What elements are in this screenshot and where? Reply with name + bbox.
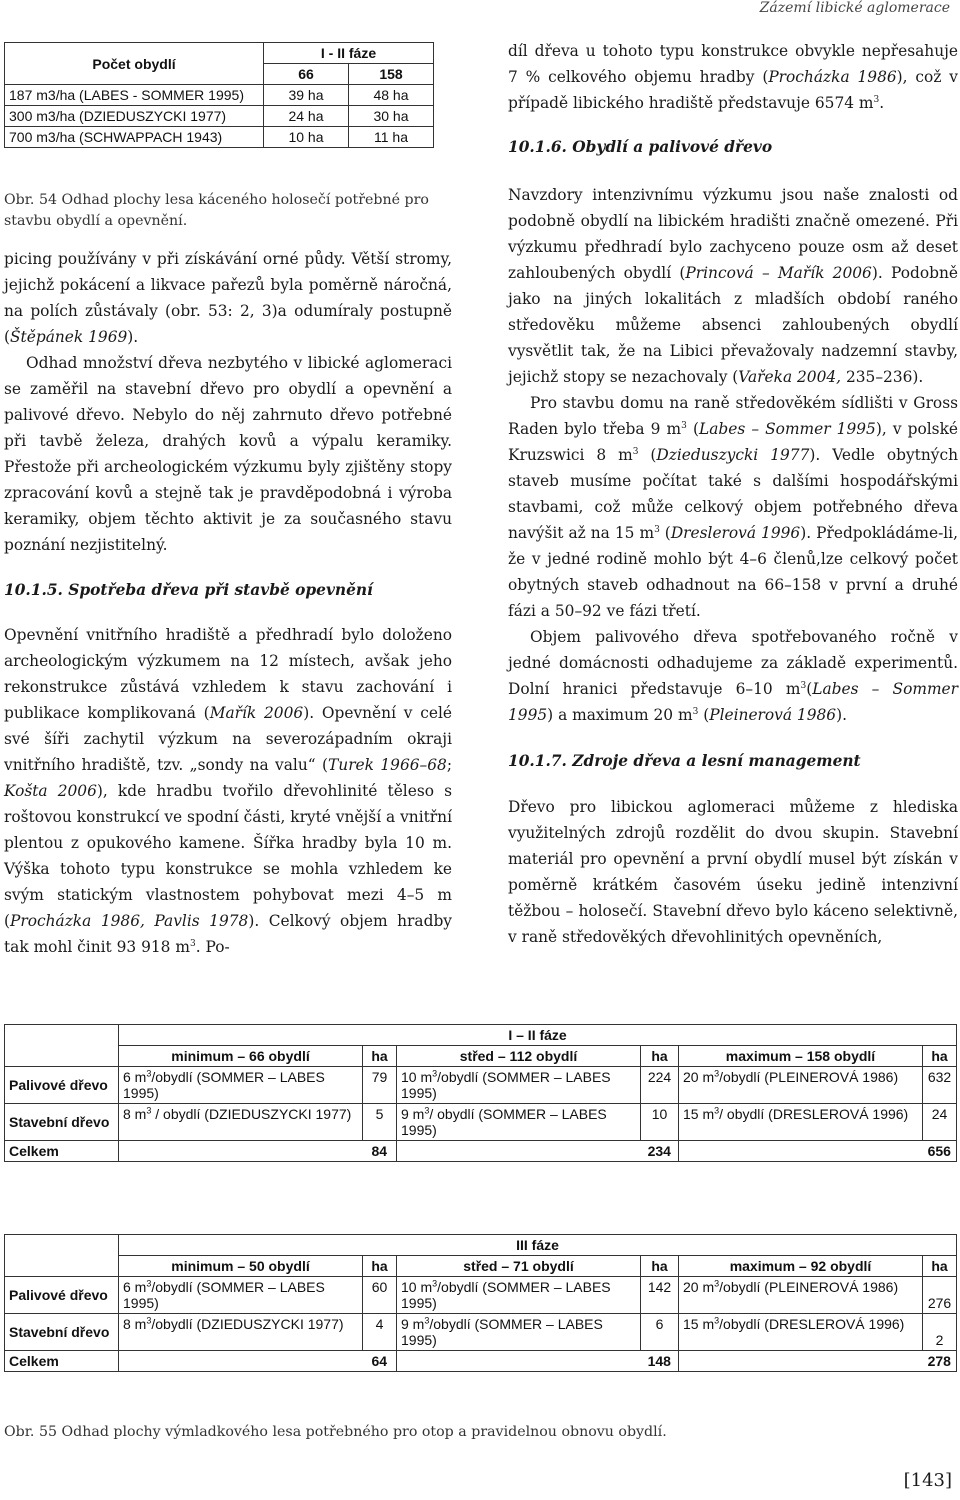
col-header-mid: střed – 112 obydlí [397, 1046, 641, 1067]
table-row-total [5, 1141, 957, 1162]
paragraph: Pro stavbu domu na raně středověkém sídlišti v Gross Raden bylo třeba 9 $m^3$ (Labes – Sommer 1995), v polské Kruzswici 8 $m^3$ (Dzieduszycki 1977). Vedle obytných staveb musíme počítat také s dalšími hospodářskými stavbami, což může celkový objem potřebného dřeva navýšit až na 15 $m^3$ (Dreslerová 1996). Předpokládáme-li, že v jedné rodině mohlo být 4–6 členů,lze celkový počet obytných staveb odhadnout na 66–158 v první a druhé fázi a 50–92 ve fázi třetí. [508, 394, 959, 620]
table-cell: 9 $m^3/$ obydlí (SOMMER – LABES 1995) [397, 1104, 641, 1141]
table-row [5, 85, 434, 106]
table-cell: 6 $m^3$/obydlí (SOMMER – LABES 1995) [119, 1277, 363, 1314]
table-row [5, 1314, 957, 1351]
row-label: Palivové dřevo [5, 1067, 119, 1104]
table-cell: 9 $m^3$/obydlí (SOMMER – LABES 1995) [397, 1314, 641, 1351]
col-header-max: maximum – 158 obydlí [679, 1046, 923, 1067]
paragraph: Opevnění vnitřního hradiště a předhradí bylo doloženo archeologickým výzkumem na 12 místech, avšak jeho rekonstrukce zůstává vzhledem k stavu zachování i publikace komplikovaná (Mařík 2006). Opevnění v celé své šíři zachytil výzkum na severozápadním okraji vnitřního hradiště, tzv. „sondy na valu“ (Turek 1966–68; Košta 2006), kde hradbu tvořilo dřevohlinité těleso s roštovou konstrukcí ve spodní části, kryté vnější a vnitřní plentou z opukového kamene. Šířka hradby byla 10 m. Výška tohoto typu konstrukce se mohla vzhledem ke svým statickým vlastnostem pohybovat mezi 4–5 m (Procházka 1986, Pavlis 1978). Celkový objem hradby tak mohl činit 93 918 $m^3$. Po- [4, 626, 453, 956]
table-cell: 79 [363, 1067, 397, 1104]
col-header-mid: střed – 71 obydlí [397, 1256, 641, 1277]
col-header-ha: ha [923, 1256, 957, 1277]
table-phase-1-2 [4, 1024, 957, 1162]
table-cell: 278 [923, 1351, 957, 1372]
table-cell: 5 [363, 1104, 397, 1141]
table-phase-label: I – II fáze [119, 1025, 957, 1046]
table-cell: 142 [641, 1277, 679, 1314]
table-header-count: Počet obydlí [5, 43, 264, 85]
table-cell: 15 $m^3$/obydlí (DRESLEROVÁ 1996) [679, 1314, 923, 1351]
page-number: [143] [903, 1470, 952, 1491]
table-cell: 300 m3/ha (DZIEDUSZYCKI 1977) [5, 106, 264, 127]
table-cell: 10 [641, 1104, 679, 1141]
col-header-ha: ha [363, 1046, 397, 1067]
col-header-min: minimum – 50 obydlí [119, 1256, 363, 1277]
table-cell: 8 $m^3$/obydlí (DZIEDUSZYCKI 1977) [119, 1314, 363, 1351]
table-cell: 4 [363, 1314, 397, 1351]
table-cell: 15 $m^3/$ obydlí (DRESLEROVÁ 1996) [679, 1104, 923, 1141]
row-label: Celkem [5, 1351, 119, 1372]
col-header-max: maximum – 92 obydlí [679, 1256, 923, 1277]
section-heading-10-1-6: 10.1.6. Obydlí a palivové dřevo [508, 138, 773, 156]
col-header-ha: ha [641, 1046, 679, 1067]
table-cell: 11 ha [349, 127, 434, 148]
paragraph: picing používány v při získávání orné půdy. Větší stromy, jejichž pokácení a likvace pařezů byla poměrně náročná, na polích zůstávaly (obr. 53: 2, 3)a odumíraly postupně (Štěpánek 1969). [4, 250, 452, 346]
table-cell: 8 $m^3$ / obydlí (DZIEDUSZYCKI 1977) [119, 1104, 363, 1141]
table-cell: 10 ha [264, 127, 349, 148]
table-cell: 48 ha [349, 85, 434, 106]
section-heading-10-1-5: 10.1.5. Spotřeba dřeva při stavbě opevnění [4, 581, 373, 599]
paragraph: díl dřeva u tohoto typu konstrukce obvykle nepřesahuje 7 % celkového objemu hradby (Procházka 1986), což v případě libického hradiště představuje 6574 $m^3$. [508, 42, 958, 112]
table-cell: 24 ha [264, 106, 349, 127]
table-cell: 700 m3/ha (SCHWAPPACH 1943) [5, 127, 264, 148]
table-row [5, 106, 434, 127]
table-cell: 20 $m^3$/obydlí (PLEINEROVÁ 1986) [679, 1067, 923, 1104]
table-phase-label: III fáze [119, 1235, 957, 1256]
table-cell: 234 [641, 1141, 679, 1162]
paragraph: Navzdory intenzivnímu výzkumu jsou naše znalosti od podobně obydlí na libickém hradišti značně omezené. Při výzkumu předhradí bylo zachyceno pouze osm až deset zahloubených obydlí (Princová – Mařík 2006). Podobně jako na jiných lokalitách z mladších období raného středověku můžeme absenci zahloubených obydlí vysvětlit tak, že na Libici převažovaly nadzemní stavby, jejichž stopy se nezachovaly (Vařeka 2004, 235–236). [508, 186, 958, 386]
row-label: Palivové dřevo [5, 1277, 119, 1314]
right-column [508, 38, 958, 950]
left-column [4, 246, 452, 960]
col-header-ha: ha [641, 1256, 679, 1277]
section-heading-10-1-7: 10.1.7. Zdroje dřeva a lesní management [508, 752, 861, 770]
table-header-158: 158 [349, 64, 434, 85]
table-cell: 24 [923, 1104, 957, 1141]
table-cell: 2 [923, 1314, 957, 1351]
table-row [5, 127, 434, 148]
table-row [5, 1277, 957, 1314]
table-row [5, 1104, 957, 1141]
paragraph: Objem palivového dřeva spotřebovaného ročně v jedné domácnosti odhadujeme za základě experimentů. Dolní hranici představuje 6–10 $m^3(Labes$ – Sommer 1995) a maximum 20 $m^3$ (Pleinerová 1986). [508, 628, 958, 724]
col-header-min: minimum – 66 obydlí [119, 1046, 363, 1067]
table-cell: 84 [363, 1141, 397, 1162]
table-cell: 60 [363, 1277, 397, 1314]
table-cell: 276 [923, 1277, 957, 1314]
table-cell: 632 [923, 1067, 957, 1104]
table-cell: 187 m3/ha (LABES - SOMMER 1995) [5, 85, 264, 106]
table-cell: 20 $m^3$/obydlí (PLEINEROVÁ 1986) [679, 1277, 923, 1314]
figure-caption-54: Obr. 54 Odhad plochy lesa káceného holosečí potřebné pro stavbu obydlí a opevnění. [4, 192, 429, 229]
col-header-ha: ha [923, 1046, 957, 1067]
table-cell: 656 [923, 1141, 957, 1162]
table-cell: 6 $m^3$/obydlí (SOMMER – LABES 1995) [119, 1067, 363, 1104]
table-row [5, 1067, 957, 1104]
table-phase-3 [4, 1234, 957, 1372]
table-cell: 148 [641, 1351, 679, 1372]
table-cell: 39 ha [264, 85, 349, 106]
table-header-66: 66 [264, 64, 349, 85]
row-label: Celkem [5, 1141, 119, 1162]
figure-caption-55: Obr. 55 Odhad plochy výmladkového lesa potřebného pro otop a pravidelnou obnovu obydlí. [4, 1424, 667, 1440]
table-cell: 224 [641, 1067, 679, 1104]
row-label: Stavební dřevo [5, 1314, 119, 1351]
table-row-total [5, 1351, 957, 1372]
paragraph: Dřevo pro libickou aglomeraci můžeme z hlediska využitelných zdrojů rozdělit do dvou skupin. Stavební materiál pro opevnění a první obydlí musel být získán v poměrně krátkém časovém úseku jedině intenzivní těžbou – holosečí. Stavební dřevo bylo káceno selektivně, v raně středověkých dřevohlinitých opevněních, [508, 798, 958, 946]
table-cell: 64 [363, 1351, 397, 1372]
table-cell: 30 ha [349, 106, 434, 127]
paragraph: Odhad množství dřeva nezbytého v libické aglomeraci se zaměřil na stavební dřevo pro obydlí a opevnění a palivové dřevo. Nebylo do něj zahrnuto dřevo potřebné při tavbě železa, drahých kovů a výpalu keramiky. Přestože při archeologickém výzkumu byly zjištěny stopy zpracování kovů a stejně tak je pravděpodobná i výroba keramiky, objem těchto aktivit je za současného stavu poznání nezjistitelný. [4, 354, 452, 554]
table-cell: 6 [641, 1314, 679, 1351]
table-cell: 10 $m^3$/obydlí (SOMMER – LABES 1995) [397, 1277, 641, 1314]
row-label: Stavební dřevo [5, 1104, 119, 1141]
running-head: Zázemí libické aglomerace [759, 0, 950, 16]
table-cell: 10 $m^3$/obydlí (SOMMER – LABES 1995) [397, 1067, 641, 1104]
table-header-phase: I - II fáze [264, 43, 434, 64]
col-header-ha: ha [363, 1256, 397, 1277]
table-obr54 [4, 42, 434, 148]
